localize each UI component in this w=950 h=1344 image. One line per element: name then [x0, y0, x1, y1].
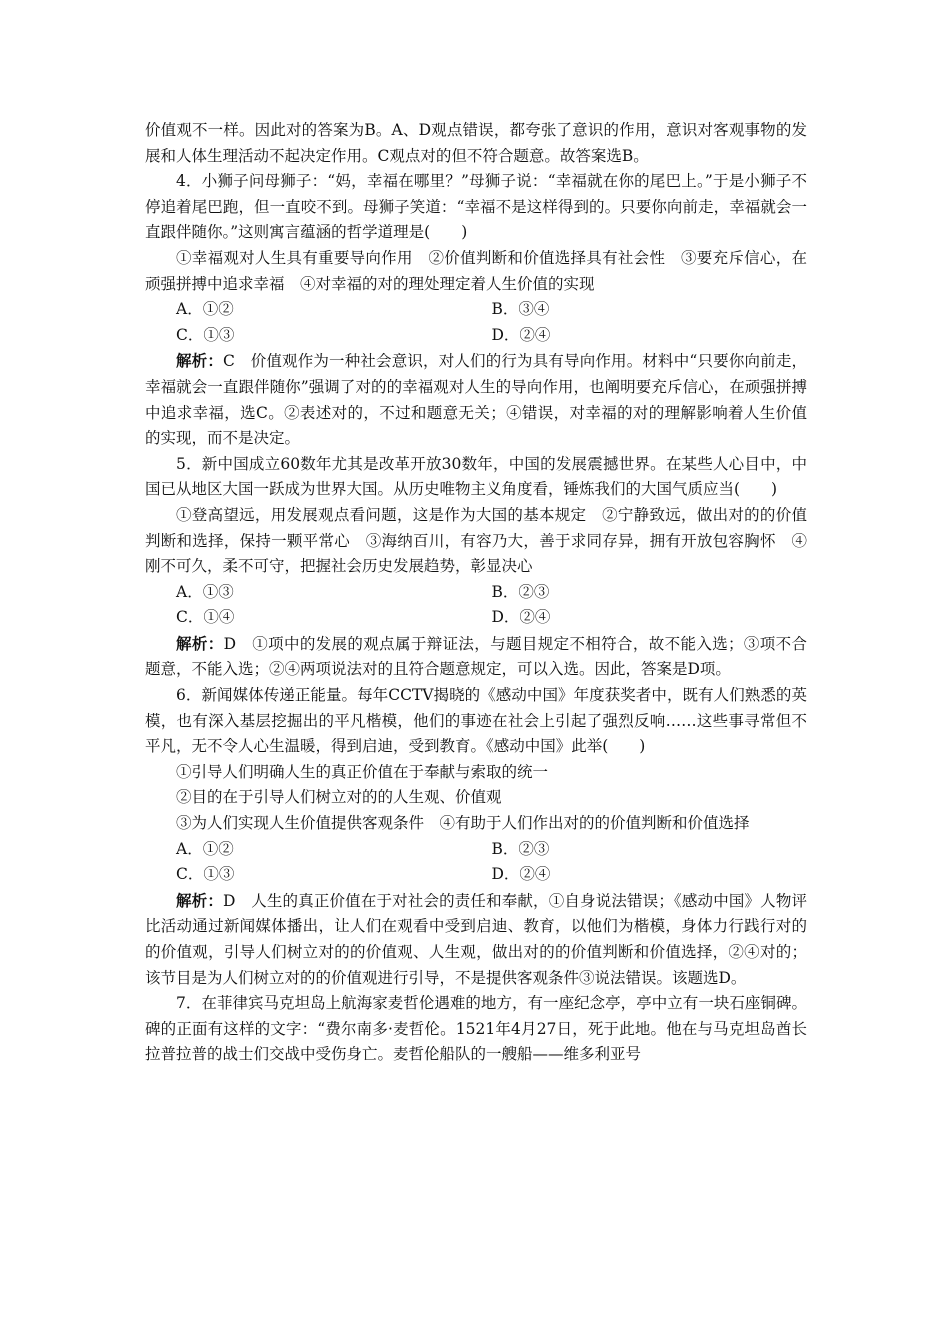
analysis-label: 解析：	[176, 890, 223, 910]
question-4-options	[145, 297, 807, 348]
option-c: C．①④	[176, 608, 235, 627]
question-6-analysis	[145, 888, 807, 991]
intro-paragraph: 价值观不一样。因此对的答案为B。A、D观点错误，都夸张了意识的作用，意识对客观事物的发展和人体生理活动不起决定作用。C观点对的但不符合题意。故答案选B。	[145, 121, 807, 165]
question-5-statements: ①登高望远，用发展观点看问题，这是作为大国的基本规定 ②宁静致远，做出对的的价值判断和选择，保持一颗平常心 ③海纳百川，有容乃大，善于求同存异，拥有开放包容胸怀 ④刚不可久，柔不可守，把握社会历史发展趋势，彰显决心	[145, 505, 807, 576]
question-5-options	[145, 580, 807, 631]
document-page	[145, 118, 807, 1068]
question-6-stem: 6．新闻媒体传递正能量。每年CCTV揭晓的《感动中国》年度获奖者中，既有人们熟悉的英模，也有深入基层挖掘出的平凡楷模，他们的事迹在社会上引起了强烈反响……这些事寻常但不平凡，无不令人心生温暖，得到启迪，受到教育。《感动中国》此举( )	[145, 686, 807, 756]
question-6-options	[145, 837, 807, 888]
question-5-analysis	[145, 631, 807, 683]
option-c: C．①③	[176, 325, 235, 344]
option-a: A．①②	[176, 300, 234, 319]
analysis-text: D ①项中的发展的观点属于辩证法，与题目规定不相符合，故不能入选；③项不合题意，不能入选；②④两项说法对的且符合题意规定，可以入选。因此，答案是D项。	[145, 634, 807, 679]
option-c: C．①③	[176, 865, 235, 884]
question-4-analysis	[145, 348, 807, 451]
question-6-statement-3: ③为人们实现人生价值提供客观条件 ④有助于人们作出对的的价值判断和价值选择	[176, 814, 750, 833]
question-4-statements: ①幸福观对人生具有重要导向作用 ②价值判断和价值选择具有社会性 ③要充斥信心，在顽强拼搏中追求幸福 ④对幸福的对的理处理定着人生价值的实现	[145, 248, 807, 293]
option-b: B．②③	[491, 839, 550, 858]
question-5-stem: 5．新中国成立60数年尤其是改革开放30数年，中国的发展震撼世界。在某些人心目中，中国已从地区大国一跃成为世界大国。从历史唯物主义角度看，锤炼我们的大国气质应当( )	[145, 454, 807, 499]
option-a: A．①②	[176, 839, 234, 858]
option-d: D．②④	[491, 865, 551, 884]
question-7-stem: 7．在菲律宾马克坦岛上航海家麦哲伦遇难的地方，有一座纪念亭，亭中立有一块石座铜碑。碑的正面有这样的文字：“费尔南多·麦哲伦。1521年4月27日，死于此地。他在与马克坦岛酋长拉普拉普的战士们交战中受伤身亡。麦哲伦船队的一艘船——维多利亚号	[145, 994, 807, 1064]
question-6-statement-2: ②目的在于引导人们树立对的的人生观、价值观	[176, 788, 502, 807]
analysis-label: 解析：	[176, 351, 224, 371]
analysis-label: 解析：	[176, 633, 224, 653]
option-d: D．②④	[491, 325, 551, 344]
question-4-stem: 4．小狮子问母狮子：“妈，幸福在哪里？”母狮子说：“幸福就在你的尾巴上。”于是小狮子不停追着尾巴跑，但一直咬不到。母狮子笑道：“幸福不是这样得到的。只要你向前走，幸福就会一直跟伴随你。”这则寓言蕴涵的哲学道理是( )	[145, 172, 807, 242]
option-a: A．①③	[176, 582, 234, 601]
analysis-text: D 人生的真正价值在于对社会的责任和奉献，①自身说法错误；《感动中国》人物评比活动通过新闻媒体播出，让人们在观看中受到启迪、教育，以他们为楷模，身体力行践行对的的价值观，引导人们树立对的的价值观、人生观，做出对的的价值判断和价值选择，②④对的；该节目是为人们树立对的的价值观进行引导，不是提供客观条件③说法错误。该题选D。	[145, 891, 807, 987]
option-b: B．③④	[491, 300, 550, 319]
option-d: D．②④	[491, 608, 551, 627]
analysis-text: C 价值观作为一种社会意识，对人们的行为具有导向作用。材料中“只要你向前走，幸福就会一直跟伴随你”强调了对的的幸福观对人生的导向作用，也阐明要充斥信心，在顽强拼搏中追求幸福，选C。②表述对的，不过和题意无关；④错误，对幸福的对的理解影响着人生价值的实现，而不是决定。	[145, 352, 807, 448]
question-6-statement-1: ①引导人们明确人生的真正价值在于奉献与索取的统一	[176, 762, 549, 781]
option-b: B．②③	[491, 582, 550, 601]
